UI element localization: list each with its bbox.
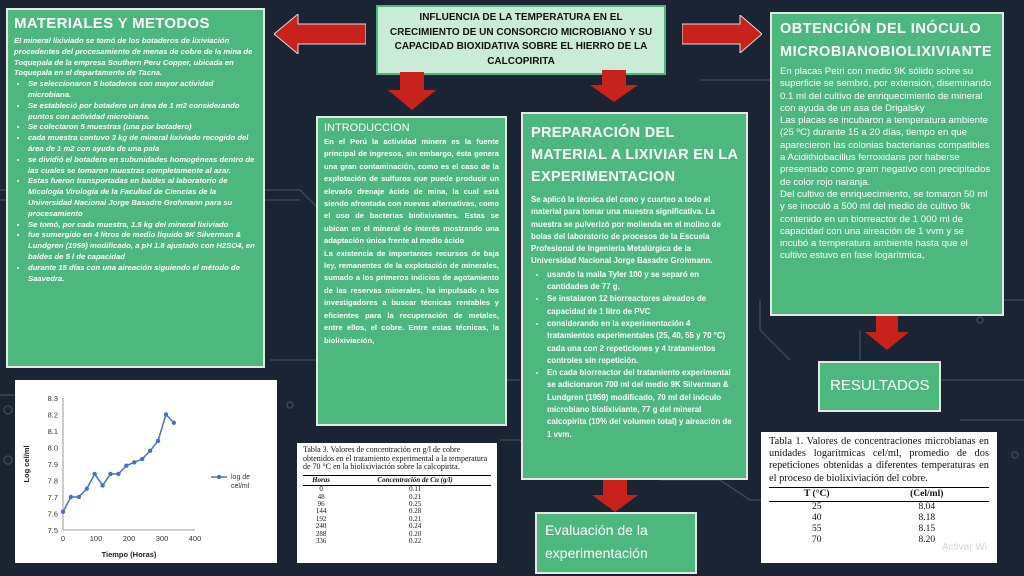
tabla3	[297, 443, 497, 563]
data-point	[148, 449, 152, 453]
obtencion-text: En placas Petri con medio 9K sólido sobre su superficie se sembró, por extensión, diseminando 0.1 ml del cultivo de enriquecimiento de mineral con ayuda de un asa de Drigalsky Las placas se incubaron a temperatura ambiente (25 ºC) durante 15 a 20 días, tiempo en que aparecieron las colonias bacterianas compatibles a Acidithiobacillus ferroxidans por haberse presentado como gram negativo con precipitados de color rojo naranja. Del cultivo de enriquecimiento, se tomaron 50 ml y se inoculó a 500 ml del medio de cultivo 9k contenido en un biorreactor de 1 000 ml de capacidad con una aireación de 1 vvm y se incubó a temperatura ambiente hasta que el cultivo estuvo en fase logarítmica,	[780, 66, 992, 262]
materiales-list	[14, 79, 257, 284]
list-item: • durante 15 días con una aireación siguiendo el método de Saavedra.	[28, 263, 257, 285]
table-cell: 336	[315, 537, 327, 546]
table-cell: 0.28	[408, 507, 422, 516]
materiales-intro: El mineral lixiviado se tomó de los botaderos de lixiviación procedentes del procesamiento de menas de cobre de la mina de Toquepala de la empresa Southern Peru Copper, ubicada en Toquepala en el departamento de Tacna.	[14, 36, 253, 78]
data-point	[85, 487, 89, 491]
table-cell: 0.21	[408, 514, 422, 523]
data-point	[77, 495, 81, 499]
table-cell: 0.11	[409, 485, 422, 494]
y-tick-label: 8.2	[47, 410, 58, 420]
x-axis-title: Tiempo (Horas)	[101, 550, 157, 559]
data-point	[61, 510, 65, 514]
table-cell: 48	[317, 492, 325, 501]
list-item: • En cada biorreactor del tratamiento experimental se adicionaron 700 ml del medio 9K Silverman & Lundgren (1959) modificado, 70 ml del inóculo microbiano biolixiviante, 77 g del mineral calcopirita (10% del volumen total) y aireación de 1 vvm.	[547, 367, 738, 441]
obtencion-title: OBTENCIÓN DEL INÓCULO MICROBIANOBIOLIXIVIANTE	[780, 21, 993, 60]
table-header: Horas	[303, 475, 339, 485]
list-item: • Se instalaron 12 biorreactores aireados de capacidad de 1 litro de PVC	[547, 293, 738, 318]
table-cell: 144	[315, 507, 327, 516]
table-header: Concentración de Cu (g/l)	[339, 475, 491, 485]
table-cell: 25	[812, 501, 822, 512]
list-item: • considerando en la experimentación 4 tratamientos experimentales (25, 40, 55 y 70 °C) cada una con 2 repeticiones y 4 tratamientos controles sin repetición.	[547, 318, 738, 367]
list-item: • cada muestra contuvo 3 kg de mineral lixiviado recogido del área de 1 m2 con ayuda de una pala	[28, 133, 257, 155]
arrow-down-icon	[590, 70, 638, 102]
table-row	[769, 524, 989, 535]
y-tick-label: 8.1	[47, 427, 58, 436]
table-cell: 288	[315, 529, 327, 538]
table-row	[303, 494, 491, 501]
table-cell: 8.20	[918, 534, 936, 545]
data-point	[116, 472, 120, 476]
y-tick-label: 8.0	[47, 443, 58, 453]
y-tick-label: 7.9	[47, 460, 58, 469]
data-point	[132, 460, 136, 464]
table-row	[769, 513, 989, 524]
table-row	[303, 486, 491, 494]
preparacion-title: PREPARACIÓN DEL MATERIAL A LIXIVIAR EN LA EXPERIMENTACION	[531, 125, 738, 185]
list-item: • usando la malla Tyler 100 y se separó en cantidades de 77 g.	[547, 269, 738, 294]
introduccion-paragraph: En el Perú la actividad minera es la fuente principal de ingresos, sin embargo, ésta genera una gran contaminación, como es el caso de la explotación de sulfuros que puede producir un elevado drenaje ácido de mina, la cual está siendo afrontada con nuevas alternativas, como el uso de bacterias biolixiviantes. Estas se ubican en el mineral de interés mostrando una adaptación única frente al medio ácido	[324, 137, 499, 246]
table-cell: 0.25	[408, 500, 422, 508]
x-tick-label: 100	[89, 534, 103, 543]
data-point	[100, 483, 104, 487]
table-cell: 8.04	[918, 501, 936, 512]
x-tick-label: 300	[155, 534, 169, 543]
arrow-right-icon	[682, 15, 762, 53]
arrow-down-icon	[388, 72, 436, 110]
introduccion-paragraph: La existencia de importantes recursos de baja ley, remanentes de la explotación de minerales, sumado a los primeros indicios de agotamiento de las reservas minerales, ha impulsado a los investigadores a buscar técnicas rentables y eficientes para la recuperación de metales, entre ellos, el cobre. Entre estas técnicas, la biolixiviación,	[324, 248, 499, 345]
y-tick-label: 7.7	[47, 493, 58, 502]
obtencion-panel	[770, 12, 1004, 316]
table-header: T (°C)	[769, 487, 865, 501]
tabla3-caption: Tabla 3. Valores de concentración en g/l de cobre obtenidos en el tratamiento experimental a la temperatura de 70 °C en la biolixiviación sobre la calcopirita.	[303, 445, 488, 472]
list-item: • fue sumergido en 4 litros de medio líquido 9K Silverman & Lundgren (1959) modificado, a pH 1.8 ajustado con H2SO4, en baldes de 5 l de capacidad	[28, 230, 257, 262]
chart-svg	[15, 380, 277, 563]
poster-title: INFLUENCIA DE LA TEMPERATURA EN EL CRECIMIENTO DE UN CONSORCIO MICROBIANO Y SU CAPACIDAD BIOXIDATIVA SOBRE EL HIERRO DE LA CALCOPIRITA	[376, 5, 666, 75]
evaluacion-box: Evaluación de la experimentación	[535, 512, 697, 574]
activation-watermark: Activar Wi	[942, 542, 987, 553]
data-point	[156, 439, 160, 443]
resultados-box: RESULTADOS	[818, 361, 941, 412]
table-cell: 0.22	[408, 537, 422, 546]
materiales-panel	[6, 8, 265, 368]
arrow-down-icon	[865, 316, 909, 350]
table-cell: 0	[319, 485, 323, 494]
y-axis-title: Log cel/ml	[22, 445, 31, 483]
arrow-down-icon	[592, 480, 638, 512]
preparacion-intro: Se aplicó la técnica del cono y cuarteo a todo el material para tomar una muestra significativa. La muestra se pulverizó por molienda en el molino de bolas del laboratorio de procesos de la Escuela Profesional de Ingeniería Metalúrgica de la Universidad Nacional Jorge Basadre Grohmann.	[531, 195, 721, 266]
table-cell: 192	[315, 514, 327, 523]
table-row	[303, 538, 491, 545]
data-point	[108, 472, 112, 476]
table-row	[303, 508, 491, 515]
y-tick-label: 8.3	[47, 394, 58, 403]
x-tick-label: 400	[188, 534, 202, 543]
table-row	[303, 516, 491, 523]
legend-marker	[217, 475, 221, 479]
table-row	[303, 523, 491, 530]
x-tick-label: 200	[122, 534, 136, 543]
y-tick-label: 7.8	[47, 476, 58, 486]
materiales-title: MATERIALES Y METODOS	[14, 15, 210, 32]
arrow-left-icon	[274, 14, 366, 54]
table-cell: 0.24	[408, 522, 422, 531]
table-cell: 0.21	[408, 492, 422, 501]
table-cell: 70	[812, 534, 822, 545]
data-point	[164, 412, 168, 416]
table-cell: 240	[315, 522, 327, 531]
list-item: • se dividió el botadero en subunidades homogéneas dentro de las cuales se tomaron muestras completamente al azar.	[28, 155, 257, 177]
tabla3-table	[303, 475, 491, 546]
introduccion-panel	[316, 116, 507, 426]
data-point	[124, 463, 128, 467]
list-item: • Se tomó, por cada muestra, 1.5 kg del mineral lixiviado	[28, 220, 257, 231]
growth-chart	[15, 380, 277, 563]
data-point	[172, 421, 176, 425]
legend-label-line2: cel/ml	[231, 483, 250, 490]
legend-label-line1: log de	[231, 474, 251, 481]
list-item: • Se seleccionaron 5 botaderos con mayor actividad microbiana.	[28, 79, 257, 101]
data-point	[92, 472, 96, 476]
table-cell: 8.15	[918, 523, 936, 534]
table-cell: 0.20	[408, 529, 422, 538]
tabla1-table	[769, 487, 989, 546]
table-cell: 55	[812, 523, 822, 534]
data-point	[69, 495, 73, 499]
tabla1-caption: Tabla 1. Valores de concentraciones microbianas en unidades logarítmicas cel/ml, promedio de dos repeticiones obtenidas a diferentes temperaturas en el proceso de biolixiviación del cobre.	[769, 436, 989, 484]
table-cell: 8.18	[918, 512, 936, 523]
data-point	[140, 457, 144, 461]
list-item: • Se colectaron 5 muestras (una por botadero)	[28, 122, 257, 133]
list-item: • Se estableció por botadero un área de 1 m2 considerando puntos con actividad microbiana.	[28, 101, 257, 123]
table-header: (Cel/ml)	[865, 487, 989, 501]
preparacion-panel	[521, 112, 748, 480]
y-tick-label: 7.6	[47, 509, 58, 519]
table-cell: 40	[812, 512, 822, 523]
y-tick-label: 7.5	[47, 526, 58, 535]
introduccion-title: INTRODUCCION	[324, 122, 410, 134]
preparacion-list	[531, 269, 738, 441]
table-cell: 96	[317, 500, 325, 508]
table-row	[303, 501, 491, 508]
table-row	[303, 531, 491, 538]
x-tick-label: 0	[60, 534, 66, 543]
list-item: • Estas fueron transportadas en baldes al laboratorio de Micología Virología de la Facultad de Ciencias de la Universidad Nacional Jorge Basadre Grohmann para su procesamiento	[28, 176, 257, 219]
table-row	[769, 501, 989, 513]
